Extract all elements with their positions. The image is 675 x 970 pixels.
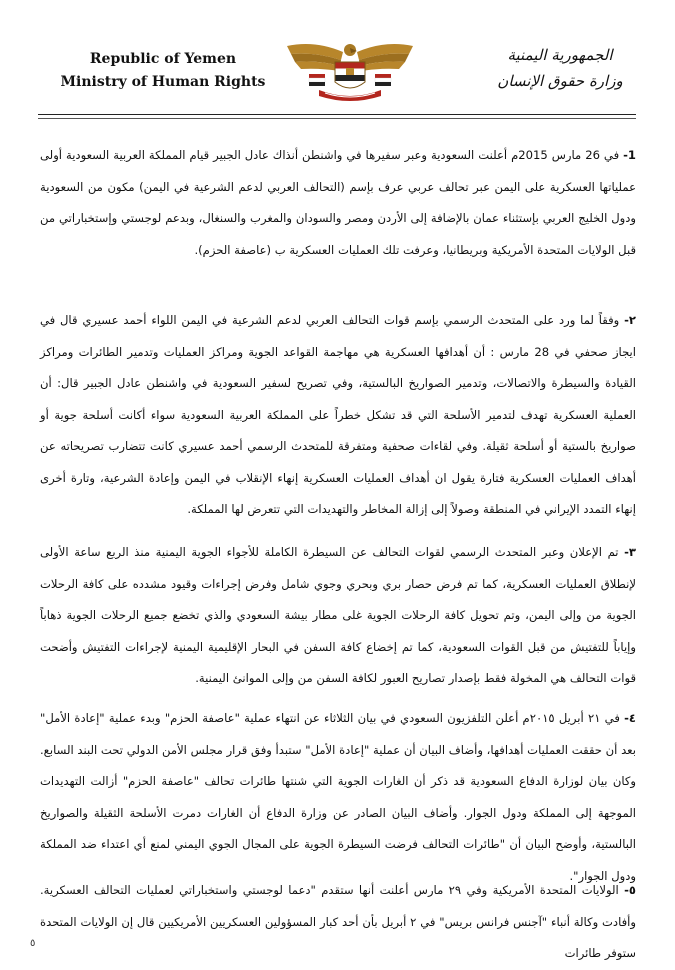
english-country-name: Republic of Yemen — [89, 51, 237, 67]
yemen-eagle-emblem-icon — [285, 38, 415, 106]
paragraph-4-text: في ٢١ أبريل ٢٠١٥م أعلن التلفزيون السعودي في بيان الثلاثاء عن انتهاء عملية "عاصفة الحزم" وبدء عملية "إعادة الأمل" بعد أن حققت العمليات أهدافها، وأضاف البيان أن عملية "إعادة الأمل" ستبدأ وفق قرار مجلس الأمن الدولي تحت البند السابع. وكان بيان لوزارة الدفاع السعودية قد ذكر أن الغارات الجوية التي شنتها طائرات تحالف "عاصفة الحزم" أزالت التهديدات الموجهة إلى المملكة ودول الجوار. وأضاف البيان الصادر عن وزارة الدفاع أن الغارات دمرت الأسلحة الثقيلة والصواريخ البالستية، وأوضح البيان أن "طائرات التحالف فرضت السيطرة الجوية على المجال الجوي اليمني لمنع أي اعتداء ضد المملكة ودول الجوار". — [40, 711, 636, 883]
paragraph-2 — [40, 305, 636, 537]
letterhead — [0, 0, 675, 112]
page-number: ٥ — [30, 938, 36, 949]
paragraph-2-number: ٢- — [624, 313, 636, 327]
paragraph-2-text: وفقاً لما ورد على المتحدث الرسمي بإسم قوات التحالف العربي لدعم الشرعية في اليمن اللواء أحمد عسيري قال في ايجاز صحفي في 28 مارس : أن أهدافها العسكرية هي مهاجمة القواعد الجوية ومراكز العمليات وتدمير الطائرات ومراكز القيادة والسيطرة والاتصالات، وتدمير الصواريخ البالستية، وفي تصريح لسفير السعودية في واشنطن عادل الجبير قال: أن العملية العسكرية تهدف لتدمير الأسلحة التي قد تشكل خطراً على المملكة العربية السعودية سواء أكانت أسلحة جوية أو صواريخ بالستية أو أسلحة ثقيلة. وفي لقاءات صحفية ومتفرقة للمتحدث الرسمي أحمد عسيري كانت تتضارب تصريحاته عن أهداف العمليات العسكرية فتارة يقول ان أهداف العمليات العسكرية إنهاء الإنقلاب في اليمن وإعادة الشرعية، وتارة أخرى إنهاء التمدد الإيراني في المنطقة وصولاً إلى إزالة المخاطر والتهديدات التي تتعرض لها المملكة. — [40, 313, 637, 516]
english-ministry-name: Ministry of Human Rights — [60, 74, 266, 90]
paragraph-1-text: في 26 مارس 2015م أعلنت السعودية وعبر سفيرها في واشنطن أنذاك عادل الجبير قيام المملكة العربية السعودية أولى عملياتها العسكرية على اليمن عبر تحالف عربي عرف بإسم (التحالف العربي لدعم الشرعية في اليمن) مكون من السعودية ودول الخليج العربي بإستثناء عمان بالإضافة إلى الأردن ومصر والسودان والمغرب والسنغال، وبدعم لوجستي وإستخباراتي من قبل الولايات المتحدة الأمريكية وبريطانيا، وعرفت تلك العمليات العسكرية ب (عاصفة الحزم). — [40, 148, 636, 257]
paragraph-4 — [40, 703, 636, 883]
paragraph-3 — [40, 537, 636, 703]
paragraph-4-number: ٤- — [624, 711, 636, 725]
paragraph-5-text: الولايات المتحدة الأمريكية وفي ٢٩ مارس أعلنت أنها ستقدم "دعما لوجستي واستخباراتي لعمليات التحالف العسكرية. وأفادت وكالة أنباء "آجنس فرانس بريس" في ٢ أبريل بأن أحد كبار المسؤولين العسكريين الأمريكيين قال إن الولايات المتحدة ستوفر طائرات — [40, 883, 636, 960]
paragraph-1 — [40, 140, 636, 305]
document-body — [40, 140, 637, 960]
arabic-ministry-name: وزارة حقوق الإنسان — [497, 72, 623, 90]
paragraph-5 — [40, 875, 636, 960]
header-divider — [38, 114, 636, 115]
paragraph-5-number: ٥- — [624, 883, 636, 897]
arabic-letterhead — [475, 42, 645, 94]
header-divider-thin — [38, 118, 636, 119]
english-letterhead — [48, 48, 278, 94]
paragraph-1-number: 1- — [623, 148, 636, 162]
paragraph-3-number: ٣- — [624, 545, 636, 559]
arabic-country-name: الجمهورية اليمنية — [507, 46, 613, 64]
paragraph-3-text: تم الإعلان وعبر المتحدث الرسمي لقوات التحالف عن السيطرة الكاملة للأجواء الجوية اليمنية منذ الربع ساعة الأولى لإنطلاق العمليات العسكرية، كما تم فرض حصار بري وبحري وجوي شامل وفرض إجراءات وقيود مشدده على كافة الرحلات الجوية من وإلى اليمن، وتم تحويل كافة الرحلات الجوية غلى مطار بيشة السعودي والذي تخضع جميع الرحلات الجوية ذهاباً وإياباً للتفتيش من قبل القوات السعودية، كما تم إخضاع كافة السفن في البحار الإقليمية اليمنية لإجراءات التفتيش وأضحت قوات التحالف هي المخولة فقط بإصدار تصاريح العبور لكافة السفن من وإلى الموانئ اليمنية. — [40, 545, 636, 685]
